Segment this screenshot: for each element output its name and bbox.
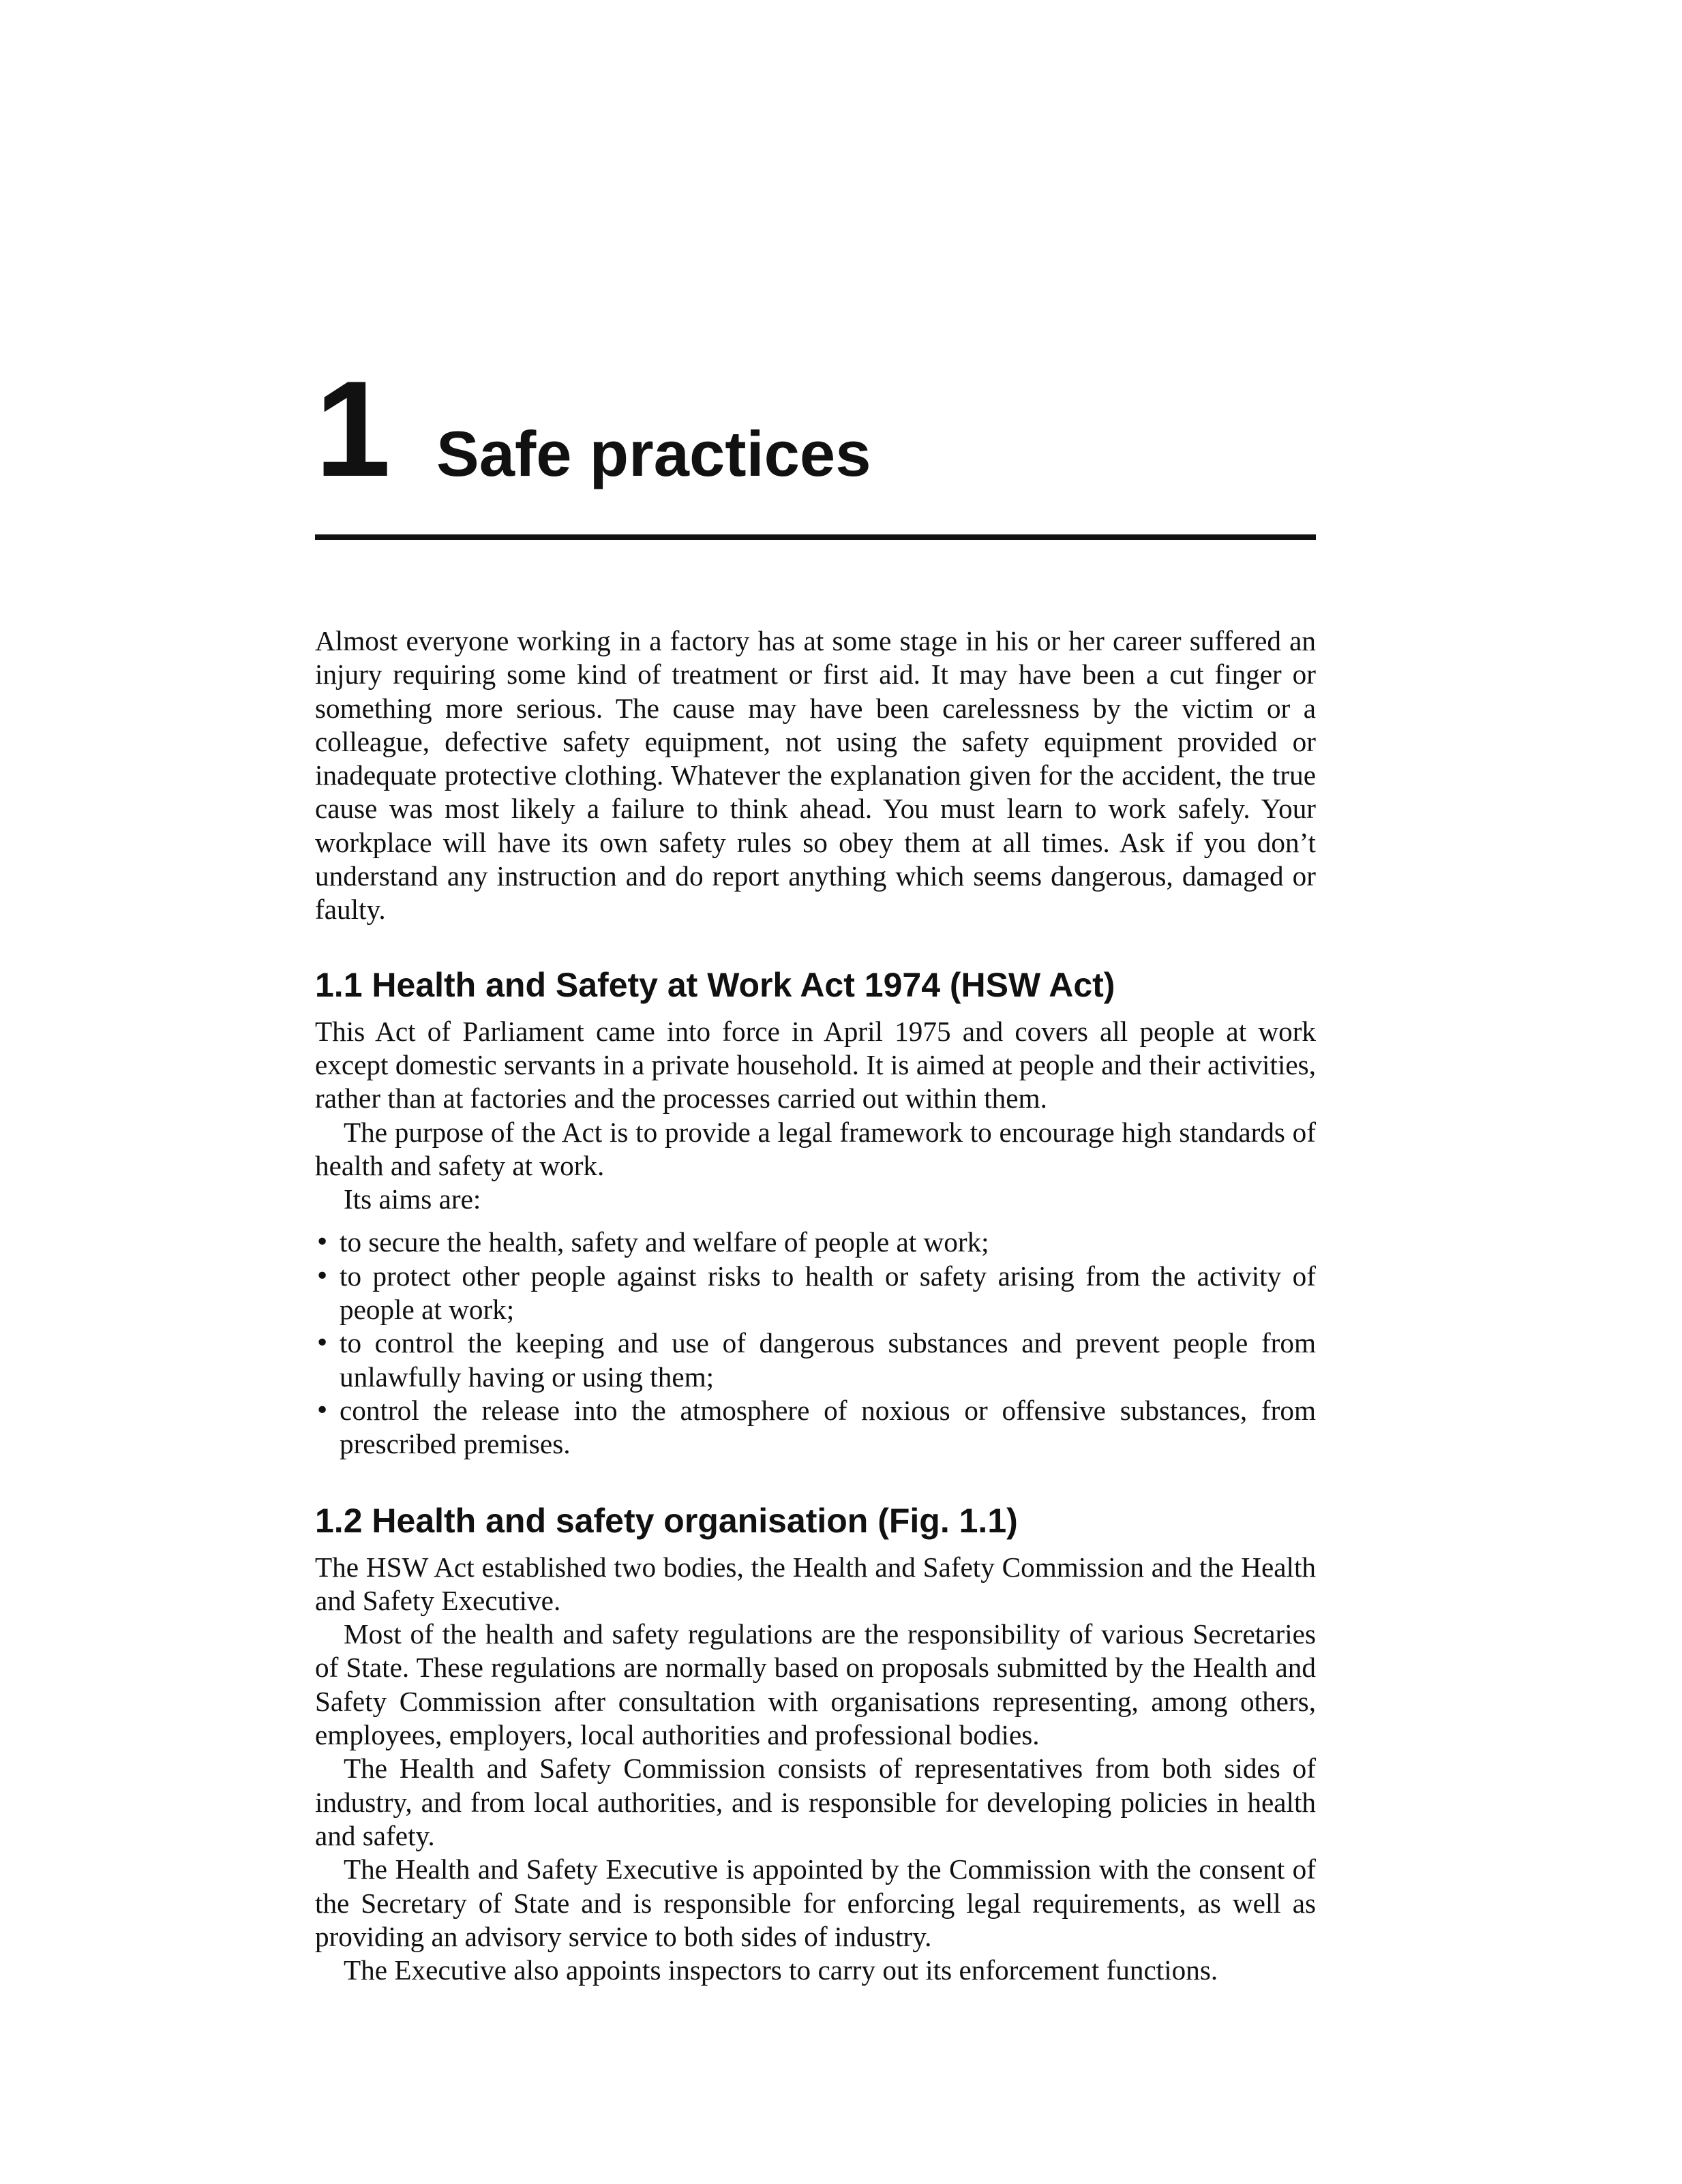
list-item (315, 1226, 1316, 1259)
aim-text: control the release into the atmosphere of noxious or offensive substances, from prescribed premises. (340, 1394, 1316, 1460)
section-1-2-paragraph: The Health and Safety Commission consists of representatives from both sides of industry, and from local authorities, and is responsible for developing policies in health and safety. (315, 1753, 1316, 1851)
section-1-2 (315, 1500, 1316, 1988)
section-1-1-paragraph: The purpose of the Act is to provide a legal framework to encourage high standards of health and safety at work. (315, 1116, 1316, 1181)
section-1-1-paragraph: Its aims are: (344, 1183, 481, 1215)
chapter-title: Safe practices (436, 418, 871, 489)
section-1-2-paragraph: The Health and Safety Executive is appointed by the Commission with the consent of the Secretary of State and is responsible for enforcing legal requirements, as well as providing an advisory service to both sides of industry. (315, 1853, 1316, 1952)
chapter-rule (315, 534, 1316, 540)
aim-text: to control the keeping and use of dangerous substances and prevent people from unlawfully having or using them; (340, 1327, 1316, 1393)
section-1-1 (315, 965, 1316, 1461)
bullet-icon: • (315, 1228, 330, 1257)
bullet-icon: • (315, 1329, 330, 1358)
list-item (315, 1260, 1316, 1327)
section-1-1-paragraph: This Act of Parliament came into force in April 1975 and covers all people at work except domestic servants in a private household. It is aimed at people and their activities, rather than at factories and the processes carried out within them. (315, 1015, 1316, 1114)
section-1-1-heading: 1.1 Health and Safety at Work Act 1974 (HSW Act) (315, 965, 1115, 1004)
list-item (315, 1394, 1316, 1461)
bullet-icon: • (315, 1262, 330, 1290)
section-1-2-paragraph: The Executive also appoints inspectors to carry out its enforcement functions. (344, 1954, 1218, 1986)
aims-list (315, 1226, 1316, 1461)
bullet-icon: • (315, 1396, 330, 1425)
section-1-2-paragraph: Most of the health and safety regulations are the responsibility of various Secretaries of State. These regulations are normally based on proposals submitted by the Health and Safety Commission after consultation with organisations representing, among others, employees, employers, local authorities and professional bodies. (315, 1618, 1316, 1751)
chapter-body (315, 624, 1316, 1987)
intro-paragraph: Almost everyone working in a factory has at some stage in his or her career suffered an injury requiring some kind of treatment or first aid. It may have been a cut finger or something more serious. The cause may have been carelessness by the victim or a colleague, defective safety equipment, not using the safety equipment provided or inadequate protective clothing. Whatever the explanation given for the accident, the true cause was most likely a failure to think ahead. You must learn to work safely. Your workplace will have its own safety rules so obey them at all times. Ask if you don’t understand any instruction and do report anything which seems dangerous, damaged or faulty. (315, 625, 1316, 926)
aim-text: to protect other people against risks to health or safety arising from the activity of people at work; (340, 1260, 1316, 1326)
section-1-2-heading: 1.2 Health and safety organisation (Fig. 1.1) (315, 1501, 1018, 1540)
chapter-heading (315, 353, 1316, 505)
chapter-number: 1 (315, 353, 389, 505)
aim-text: to secure the health, safety and welfare of people at work; (340, 1226, 989, 1258)
section-1-2-paragraph: The HSW Act established two bodies, the Health and Safety Commission and the Health and Safety Executive. (315, 1551, 1316, 1616)
list-item (315, 1326, 1316, 1394)
